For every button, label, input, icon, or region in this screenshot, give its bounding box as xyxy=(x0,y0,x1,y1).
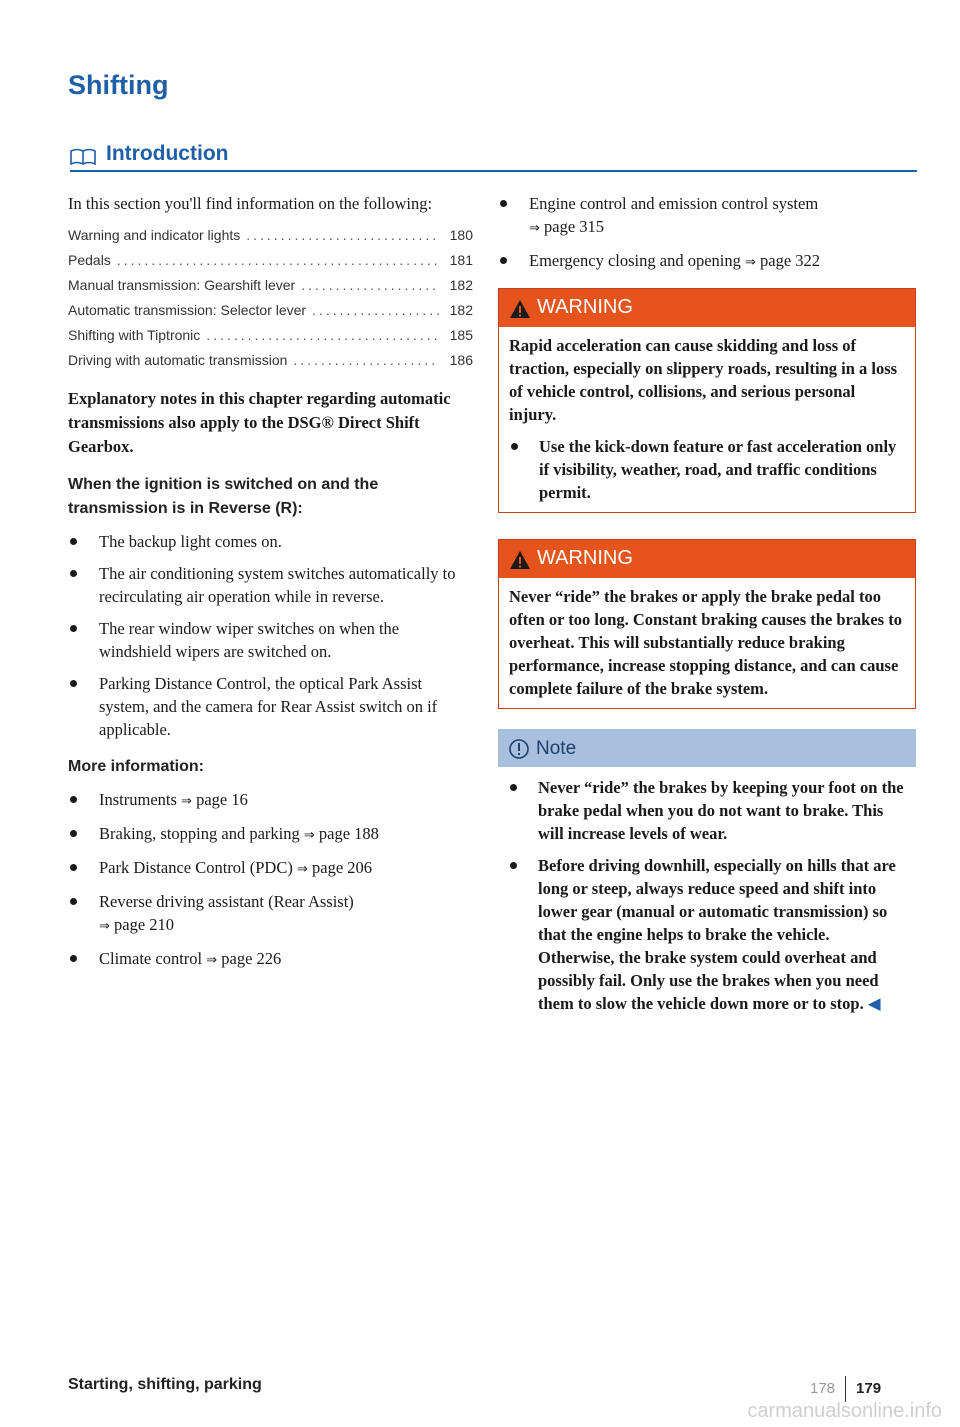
warning-body xyxy=(499,578,915,708)
warning-triangle-icon xyxy=(509,550,531,570)
list-item: Park Distance Control (PDC) ⇒ page 206 xyxy=(68,856,473,881)
info-circle-icon xyxy=(508,738,530,760)
toc-row[interactable]: Automatic transmission: Selector lever ..... 182 xyxy=(68,298,473,323)
book-icon xyxy=(70,148,96,171)
footer-chapter: Starting, shifting, parking xyxy=(68,1376,262,1393)
heading-divider xyxy=(70,170,917,172)
list-item: Instruments ⇒ page 16 xyxy=(68,788,473,813)
warning-body xyxy=(499,327,915,512)
note-title: Note xyxy=(536,738,577,759)
arrow-icon: ⇒ xyxy=(296,862,308,877)
footer-page-numbers xyxy=(810,1376,881,1402)
explanatory-note: Explanatory notes in this chapter regarding automatic transmissions also apply to the DSG® Direct Shift Gearbox. xyxy=(68,389,451,456)
page-link[interactable]: page 188 xyxy=(318,824,379,843)
warning-text: Never “ride” the brakes or apply the brake pedal too often or too long. Constant braking causes the brakes to overheat. This will substantially reduce braking performance, increase stopping distance, and can cause complete failure of the brake system. xyxy=(509,587,902,698)
toc-row[interactable]: Manual transmission: Gearshift lever ..... 182 xyxy=(68,273,473,298)
list-item: The air conditioning system switches automatically to recirculating air operation while in reverse. xyxy=(68,562,473,608)
page-link[interactable]: page 226 xyxy=(221,949,282,968)
list-item: The backup light comes on. xyxy=(68,530,473,553)
arrow-icon: ⇒ xyxy=(303,828,315,843)
bullet-icon xyxy=(70,955,77,962)
list-item: Use the kick-down feature or fast acceleration only if visibility, weather, road, and traffic conditions permit. xyxy=(509,435,905,504)
watermark: carmanualsonline.info xyxy=(747,1400,942,1422)
arrow-icon: ⇒ xyxy=(99,919,110,934)
warning-title: WARNING xyxy=(537,547,633,569)
page-link[interactable]: page 322 xyxy=(760,251,821,270)
page-link[interactable]: page 206 xyxy=(312,858,373,877)
end-marker-icon: ◀ xyxy=(867,994,881,1013)
bullet-icon xyxy=(510,862,517,869)
page-number-right: 179 xyxy=(856,1379,882,1397)
warning-box xyxy=(498,539,916,709)
warning-box xyxy=(498,288,916,513)
bullet-icon xyxy=(70,538,77,545)
note-header xyxy=(498,729,916,767)
note-body xyxy=(498,776,916,1015)
reverse-heading: When the ignition is switched on and the transmission is in Reverse (R): xyxy=(68,476,379,517)
list-item: Engine control and emission control system ⇒ page 315 xyxy=(498,192,916,240)
list-item: Never “ride” the brakes by keeping your foot on the brake pedal when you do not want to brake. This will increase levels of wear. xyxy=(508,776,906,845)
list-item: The rear window wiper switches on when the windshield wipers are switched on. xyxy=(68,617,473,663)
chapter-contents xyxy=(68,223,473,373)
warning-text: Rapid acceleration can cause skidding and loss of traction, especially on slippery roads, resulting in a loss of vehicle control, collisions, and serious personal injury. xyxy=(509,336,898,424)
bullet-icon xyxy=(511,443,518,450)
toc-row[interactable]: Pedals ..... 181 xyxy=(68,248,473,273)
bullet-icon xyxy=(70,830,77,837)
page-separator xyxy=(845,1376,846,1402)
warning-header xyxy=(499,289,915,327)
toc-row[interactable]: Driving with automatic transmission ..... 186 xyxy=(68,348,473,373)
subsection-title: Introduction xyxy=(106,142,229,165)
toc-row[interactable]: Shifting with Tiptronic ..... 185 xyxy=(68,323,473,348)
bullet-icon xyxy=(500,200,507,207)
warning-triangle-icon xyxy=(509,299,531,319)
arrow-icon: ⇒ xyxy=(206,953,218,968)
warning-header xyxy=(499,540,915,578)
page-link[interactable]: page 315 xyxy=(544,217,605,236)
right-column xyxy=(498,192,916,1015)
warning-title: WARNING xyxy=(537,296,633,318)
page-number-left: 178 xyxy=(810,1379,836,1397)
intro-text: In this section you'll find information on the following: xyxy=(68,194,433,213)
bullet-icon xyxy=(500,257,507,264)
more-information-heading: More information: xyxy=(68,758,204,775)
section-title: Shifting xyxy=(68,70,169,100)
arrow-icon: ⇒ xyxy=(529,221,540,236)
bullet-icon xyxy=(70,570,77,577)
bullet-icon xyxy=(70,864,77,871)
toc-row[interactable]: Warning and indicator lights ..... 180 xyxy=(68,223,473,248)
list-item: Before driving downhill, especially on hills that are long or steep, always reduce speed and shift into lower gear (manual or automatic transmission) so that the engine helps to brake the vehicle. Otherwise, the brake system could overheat and possibly fail. Only use the brakes when you need them to slow the vehicle down more or to stop. ◀ xyxy=(508,854,906,1015)
list-item: Emergency closing and opening ⇒ page 322 xyxy=(498,249,916,274)
bullet-icon xyxy=(70,680,77,687)
bullet-icon xyxy=(70,625,77,632)
list-item: Parking Distance Control, the optical Park Assist system, and the camera for Rear Assist switch on if applicable. xyxy=(68,672,473,741)
list-item: Reverse driving assistant (Rear Assist) ⇒ page 210 xyxy=(68,890,473,938)
left-column xyxy=(68,192,473,972)
arrow-icon: ⇒ xyxy=(744,255,756,270)
bullet-icon xyxy=(70,796,77,803)
arrow-icon: ⇒ xyxy=(181,794,192,809)
bullet-icon xyxy=(70,898,77,905)
bullet-icon xyxy=(510,784,517,791)
list-item: Braking, stopping and parking ⇒ page 188 xyxy=(68,822,473,847)
page-link[interactable]: page 16 xyxy=(196,790,248,809)
page-link[interactable]: page 210 xyxy=(114,915,175,934)
list-item: Climate control ⇒ page 226 xyxy=(68,947,473,972)
